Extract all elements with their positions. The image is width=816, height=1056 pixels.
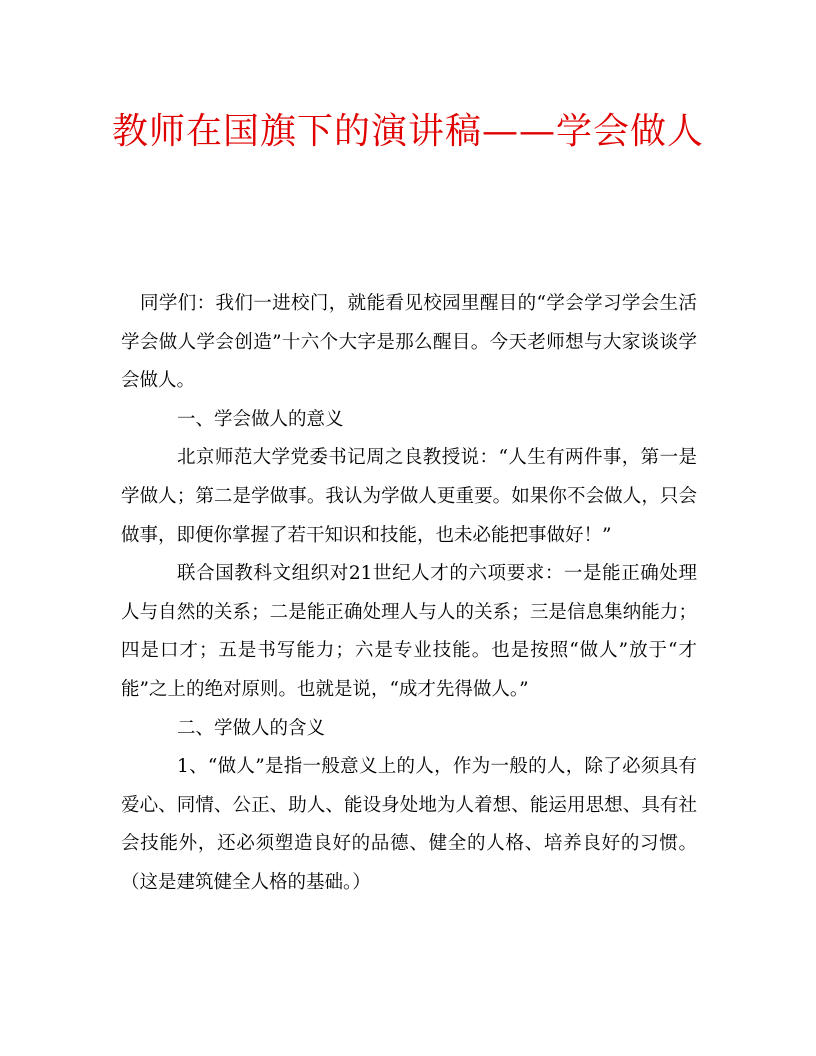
section-heading-meaning: 一、学会做人的意义 [177, 408, 344, 430]
paragraph-definition: 1、“做人”是指一般意义上的人，作为一般的人，除了必须具有爱心、同情、公正、助人、能设身处地为人着想、能运用思想、具有社会技能外，还必须塑造良好的品德、健全的人格、培养良好的习惯。（这是建筑健全人格的基础。） [121, 756, 697, 893]
section-heading-definition: 二、学做人的含义 [177, 717, 326, 739]
document-body [121, 285, 697, 903]
paragraph-quote: 北京师范大学党委书记周之良教授说：“人生有两件事，第一是学做人；第二是学做事。我认为学做人更重要。如果你不会做人，只会做事，即便你掌握了若干知识和技能，也未必能把事做好！” [121, 447, 697, 546]
paragraph-greeting: 同学们：我们一进校门，就能看见校园里醒目的“学会学习学会生活学会做人学会创造”十六个大字是那么醒目。今天老师想与大家谈谈学会做人。 [121, 293, 697, 392]
paragraph-unesco: 联合国教科文组织对21世纪人才的六项要求：一是能正确处理人与自然的关系；二是能正确处理人与人的关系；三是信息集纳能力；四是口才；五是书写能力；六是专业技能。也是按照“做人”放于“才能”之上的绝对原则。也就是说，“成才先得做人。” [121, 563, 697, 700]
document-title: 教师在国旗下的演讲稿——学会做人 [111, 111, 704, 152]
